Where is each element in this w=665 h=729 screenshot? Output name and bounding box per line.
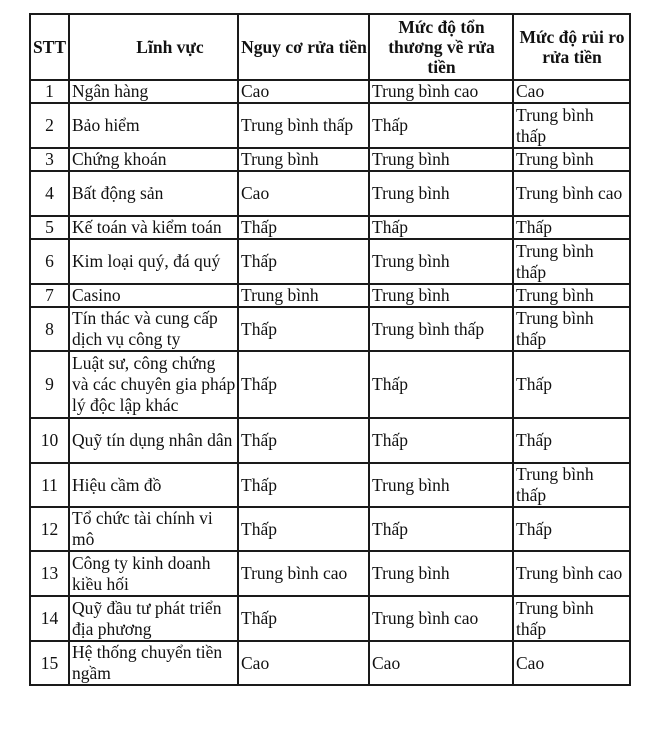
cell-stt: 3 (30, 148, 69, 171)
cell-ml-risk-level: Trung bình (513, 284, 630, 307)
cell-ml-vulnerability: Trung bình (369, 239, 513, 284)
cell-ml-vulnerability: Trung bình (369, 463, 513, 507)
cell-stt: 8 (30, 307, 69, 351)
cell-ml-threat: Trung bình (238, 284, 369, 307)
header-ml-vulnerability: Mức độ tổn thương về rửa tiền (369, 14, 513, 80)
cell-ml-vulnerability: Trung bình cao (369, 80, 513, 103)
cell-sector: Bất động sản (69, 171, 238, 216)
cell-ml-risk-level: Cao (513, 641, 630, 685)
cell-sector: Tín thác và cung cấp dịch vụ công ty (69, 307, 238, 351)
cell-stt: 13 (30, 551, 69, 596)
cell-stt: 15 (30, 641, 69, 685)
cell-ml-threat: Thấp (238, 307, 369, 351)
header-ml-threat: Nguy cơ rửa tiền (238, 14, 369, 80)
cell-ml-risk-level: Trung bình thấp (513, 463, 630, 507)
cell-ml-risk-level: Thấp (513, 418, 630, 463)
cell-ml-threat: Thấp (238, 216, 369, 239)
cell-sector: Ngân hàng (69, 80, 238, 103)
cell-ml-vulnerability: Trung bình (369, 148, 513, 171)
cell-stt: 7 (30, 284, 69, 307)
table-row (30, 507, 630, 551)
table-row (30, 463, 630, 507)
cell-ml-vulnerability: Trung bình (369, 551, 513, 596)
cell-ml-risk-level: Thấp (513, 351, 630, 418)
table-row (30, 239, 630, 284)
cell-ml-risk-level: Thấp (513, 216, 630, 239)
cropped-caption-fragment (0, 716, 665, 729)
cell-ml-vulnerability: Trung bình thấp (369, 307, 513, 351)
cell-sector: Quỹ đầu tư phát triển địa phương (69, 596, 238, 641)
cell-ml-threat: Thấp (238, 507, 369, 551)
cell-ml-threat: Cao (238, 171, 369, 216)
table-row (30, 596, 630, 641)
cell-stt: 11 (30, 463, 69, 507)
cell-sector: Luật sư, công chứng và các chuyên gia pháp lý độc lập khác (69, 351, 238, 418)
cell-ml-risk-level: Thấp (513, 507, 630, 551)
cell-ml-risk-level: Trung bình cao (513, 551, 630, 596)
header-stt: STT (30, 14, 69, 80)
cell-ml-vulnerability: Trung bình (369, 284, 513, 307)
table-row (30, 103, 630, 148)
cell-ml-risk-level: Trung bình thấp (513, 239, 630, 284)
cell-stt: 5 (30, 216, 69, 239)
cell-ml-vulnerability: Cao (369, 641, 513, 685)
cell-ml-vulnerability: Thấp (369, 418, 513, 463)
header-row (30, 14, 630, 80)
cell-sector: Kim loại quý, đá quý (69, 239, 238, 284)
cell-ml-risk-level: Trung bình thấp (513, 103, 630, 148)
cell-ml-vulnerability: Thấp (369, 103, 513, 148)
cell-sector: Tổ chức tài chính vi mô (69, 507, 238, 551)
cell-stt: 4 (30, 171, 69, 216)
header-sector: Lĩnh vực (69, 14, 238, 80)
cell-ml-threat: Cao (238, 80, 369, 103)
table-header (30, 14, 630, 80)
cell-ml-threat: Thấp (238, 418, 369, 463)
cell-ml-risk-level: Trung bình (513, 148, 630, 171)
table-row (30, 171, 630, 216)
cell-stt: 10 (30, 418, 69, 463)
cell-sector: Công ty kinh doanh kiều hối (69, 551, 238, 596)
cell-ml-risk-level: Cao (513, 80, 630, 103)
table-row (30, 551, 630, 596)
cell-ml-threat: Trung bình cao (238, 551, 369, 596)
cell-ml-threat: Thấp (238, 596, 369, 641)
cell-ml-vulnerability: Trung bình (369, 171, 513, 216)
cell-ml-vulnerability: Thấp (369, 351, 513, 418)
cell-ml-threat: Thấp (238, 463, 369, 507)
cell-ml-threat: Trung bình (238, 148, 369, 171)
cell-ml-vulnerability: Thấp (369, 507, 513, 551)
cell-sector: Chứng khoán (69, 148, 238, 171)
header-ml-risk-level: Mức độ rủi ro rửa tiền (513, 14, 630, 80)
cell-stt: 12 (30, 507, 69, 551)
cell-ml-risk-level: Trung bình cao (513, 171, 630, 216)
cell-sector: Bảo hiểm (69, 103, 238, 148)
money-laundering-risk-table (29, 13, 631, 686)
table-row (30, 641, 630, 685)
cell-ml-vulnerability: Trung bình cao (369, 596, 513, 641)
cell-ml-risk-level: Trung bình thấp (513, 596, 630, 641)
cell-ml-risk-level: Trung bình thấp (513, 307, 630, 351)
cell-stt: 9 (30, 351, 69, 418)
table-row (30, 80, 630, 103)
cell-sector: Hiệu cầm đồ (69, 463, 238, 507)
table-row (30, 351, 630, 418)
cell-sector: Quỹ tín dụng nhân dân (69, 418, 238, 463)
cell-stt: 6 (30, 239, 69, 284)
cell-stt: 2 (30, 103, 69, 148)
cell-ml-threat: Trung bình thấp (238, 103, 369, 148)
table-row (30, 307, 630, 351)
table-row (30, 418, 630, 463)
cell-sector: Kế toán và kiểm toán (69, 216, 238, 239)
cell-ml-threat: Thấp (238, 239, 369, 284)
table-row (30, 216, 630, 239)
table-body (30, 80, 630, 685)
table-row (30, 284, 630, 307)
cell-sector: Casino (69, 284, 238, 307)
cell-sector: Hệ thống chuyển tiền ngầm (69, 641, 238, 685)
cell-ml-threat: Cao (238, 641, 369, 685)
cell-ml-threat: Thấp (238, 351, 369, 418)
cell-ml-vulnerability: Thấp (369, 216, 513, 239)
cell-stt: 1 (30, 80, 69, 103)
table-row (30, 148, 630, 171)
cell-stt: 14 (30, 596, 69, 641)
